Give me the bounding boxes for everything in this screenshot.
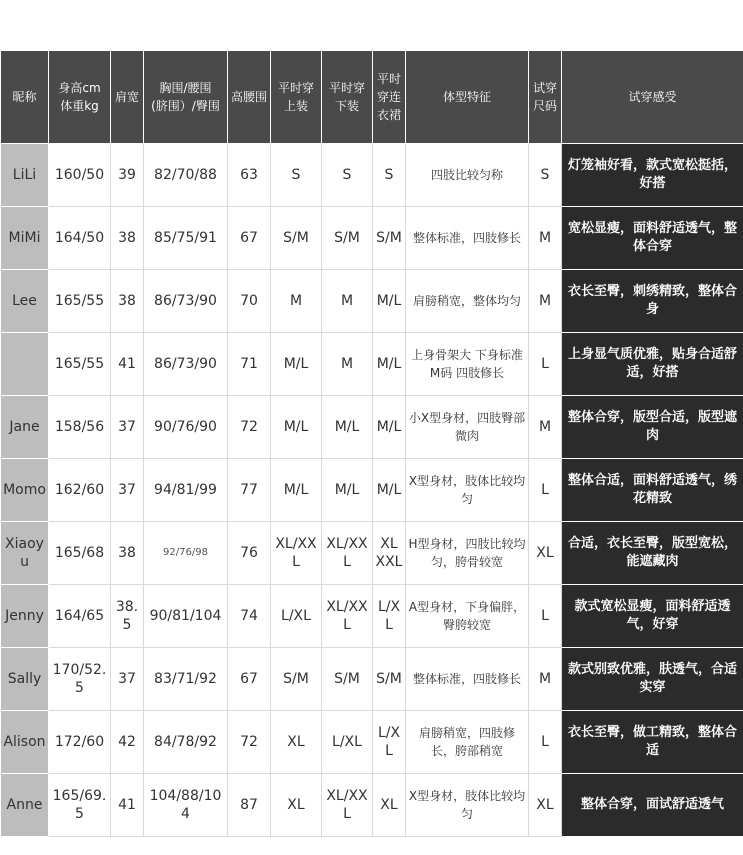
cell-try-size: M: [529, 270, 562, 333]
cell-high-waist: 70: [228, 270, 271, 333]
cell-high-waist: 67: [228, 207, 271, 270]
header-high-waist: 高腰围: [228, 51, 271, 144]
cell-height-weight: 165/68: [49, 522, 111, 585]
cell-usual-top: XL/XXL: [271, 522, 322, 585]
cell-usual-top: XL: [271, 711, 322, 774]
header-try-size: 试穿尺码: [529, 51, 562, 144]
cell-nickname: [1, 333, 49, 396]
cell-try-size: XL: [529, 522, 562, 585]
table-row: [1, 711, 743, 774]
cell-usual-bottom: M: [322, 333, 373, 396]
cell-usual-bottom: M/L: [322, 396, 373, 459]
cell-height-weight: 172/60: [49, 711, 111, 774]
cell-bust-waist-hip: 83/71/92: [144, 648, 228, 711]
cell-body-feature: 肩膀稍宽，整体均匀: [406, 270, 529, 333]
cell-shoulder: 41: [111, 333, 144, 396]
cell-body-feature: 小X型身材，四肢臀部微肉: [406, 396, 529, 459]
cell-try-feeling: 整体合适，面料舒适透气，绣花精致: [562, 459, 743, 522]
cell-usual-bottom: XL/XXL: [322, 522, 373, 585]
cell-usual-top: S: [271, 144, 322, 207]
table-row: [1, 774, 743, 837]
table-header-row: [1, 51, 743, 144]
cell-usual-dress: M/L: [373, 270, 406, 333]
cell-body-feature: X型身材，肢体比较均匀: [406, 774, 529, 837]
cell-usual-dress: S/M: [373, 648, 406, 711]
cell-nickname: Jane: [1, 396, 49, 459]
cell-usual-bottom: XL/XXL: [322, 774, 373, 837]
cell-high-waist: 67: [228, 648, 271, 711]
table-row: [1, 459, 743, 522]
cell-shoulder: 42: [111, 711, 144, 774]
cell-bust-waist-hip: 85/75/91: [144, 207, 228, 270]
cell-bust-waist-hip: 86/73/90: [144, 333, 228, 396]
cell-usual-top: S/M: [271, 207, 322, 270]
cell-height-weight: 165/55: [49, 333, 111, 396]
cell-try-size: M: [529, 396, 562, 459]
cell-nickname: Lee: [1, 270, 49, 333]
cell-body-feature: 四肢比较匀称: [406, 144, 529, 207]
cell-try-feeling: 款式宽松显瘦，面料舒适透气，好穿: [562, 585, 743, 648]
cell-usual-bottom: S/M: [322, 648, 373, 711]
cell-try-feeling: 整体合穿，面试舒适透气: [562, 774, 743, 837]
cell-shoulder: 39: [111, 144, 144, 207]
cell-body-feature: 上身骨架大 下身标准M码 四肢修长: [406, 333, 529, 396]
cell-high-waist: 76: [228, 522, 271, 585]
cell-height-weight: 160/50: [49, 144, 111, 207]
header-usual-dress: 平时穿连衣裙: [373, 51, 406, 144]
cell-usual-top: XL: [271, 774, 322, 837]
cell-bust-waist-hip: 90/81/104: [144, 585, 228, 648]
cell-height-weight: 165/69.5: [49, 774, 111, 837]
cell-high-waist: 71: [228, 333, 271, 396]
header-body-feature: 体型特征: [406, 51, 529, 144]
cell-high-waist: 87: [228, 774, 271, 837]
cell-usual-dress: XL: [373, 774, 406, 837]
cell-shoulder: 38: [111, 522, 144, 585]
cell-nickname: Momo: [1, 459, 49, 522]
cell-high-waist: 77: [228, 459, 271, 522]
cell-height-weight: 170/52.5: [49, 648, 111, 711]
table-row: [1, 270, 743, 333]
cell-try-size: L: [529, 585, 562, 648]
cell-usual-top: L/XL: [271, 585, 322, 648]
cell-nickname: Xiaoyu: [1, 522, 49, 585]
fitting-size-table: [0, 50, 743, 837]
table-row: [1, 144, 743, 207]
cell-bust-waist-hip: 84/78/92: [144, 711, 228, 774]
cell-usual-dress: L/XL: [373, 585, 406, 648]
cell-try-size: L: [529, 711, 562, 774]
cell-body-feature: H型身材，四肢比较均匀，胯骨较宽: [406, 522, 529, 585]
cell-nickname: Alison: [1, 711, 49, 774]
cell-usual-dress: S: [373, 144, 406, 207]
cell-usual-bottom: M/L: [322, 459, 373, 522]
cell-shoulder: 37: [111, 396, 144, 459]
cell-usual-top: M/L: [271, 459, 322, 522]
cell-usual-top: M/L: [271, 396, 322, 459]
cell-usual-bottom: S/M: [322, 207, 373, 270]
cell-usual-dress: M/L: [373, 396, 406, 459]
cell-usual-bottom: S: [322, 144, 373, 207]
cell-usual-dress: M/L: [373, 333, 406, 396]
cell-bust-waist-hip: 92/76/98: [144, 522, 228, 585]
header-usual-top: 平时穿上装: [271, 51, 322, 144]
cell-try-feeling: 宽松显瘦，面料舒适透气，整体合穿: [562, 207, 743, 270]
cell-usual-top: M: [271, 270, 322, 333]
cell-try-size: L: [529, 459, 562, 522]
cell-usual-top: M/L: [271, 333, 322, 396]
cell-nickname: LiLi: [1, 144, 49, 207]
cell-try-size: S: [529, 144, 562, 207]
cell-try-feeling: 上身显气质优雅，贴身合适舒适，好搭: [562, 333, 743, 396]
cell-height-weight: 165/55: [49, 270, 111, 333]
cell-try-size: L: [529, 333, 562, 396]
cell-bust-waist-hip: 90/76/90: [144, 396, 228, 459]
cell-body-feature: X型身材，肢体比较均匀: [406, 459, 529, 522]
cell-nickname: MiMi: [1, 207, 49, 270]
cell-try-size: M: [529, 207, 562, 270]
cell-body-feature: 肩膀稍宽，四肢修长，胯部稍宽: [406, 711, 529, 774]
cell-usual-top: S/M: [271, 648, 322, 711]
cell-try-feeling: 合适，衣长至臀，版型宽松，能遮藏肉: [562, 522, 743, 585]
cell-high-waist: 74: [228, 585, 271, 648]
header-shoulder: 肩宽: [111, 51, 144, 144]
cell-body-feature: 整体标准，四肢修长: [406, 207, 529, 270]
cell-height-weight: 164/65: [49, 585, 111, 648]
size-table-container: [0, 50, 743, 837]
cell-height-weight: 158/56: [49, 396, 111, 459]
cell-high-waist: 72: [228, 711, 271, 774]
cell-usual-dress: XL XXL: [373, 522, 406, 585]
cell-nickname: Anne: [1, 774, 49, 837]
cell-shoulder: 37: [111, 459, 144, 522]
cell-try-feeling: 衣长至臀，做工精致，整体合适: [562, 711, 743, 774]
header-try-feeling: 试穿感受: [562, 51, 743, 144]
header-bust-waist-hip: 胸围/腰围 (脐围）/臀围: [144, 51, 228, 144]
cell-try-feeling: 衣长至臀，刺绣精致，整体合身: [562, 270, 743, 333]
table-row: [1, 648, 743, 711]
table-row: [1, 333, 743, 396]
cell-bust-waist-hip: 94/81/99: [144, 459, 228, 522]
cell-try-feeling: 整体合穿，版型合适，版型遮肉: [562, 396, 743, 459]
cell-usual-dress: S/M: [373, 207, 406, 270]
cell-bust-waist-hip: 86/73/90: [144, 270, 228, 333]
cell-try-feeling: 款式别致优雅，肤透气，合适实穿: [562, 648, 743, 711]
cell-usual-dress: M/L: [373, 459, 406, 522]
cell-usual-bottom: XL/XXL: [322, 585, 373, 648]
cell-bust-waist-hip: 104/88/104: [144, 774, 228, 837]
cell-bust-waist-hip: 82/70/88: [144, 144, 228, 207]
cell-nickname: Sally: [1, 648, 49, 711]
header-height-weight: 身高cm 体重kg: [49, 51, 111, 144]
cell-shoulder: 38: [111, 270, 144, 333]
cell-usual-bottom: M: [322, 270, 373, 333]
cell-shoulder: 38: [111, 207, 144, 270]
cell-body-feature: 整体标准，四肢修长: [406, 648, 529, 711]
cell-try-feeling: 灯笼袖好看，款式宽松挺括，好搭: [562, 144, 743, 207]
table-row: [1, 522, 743, 585]
cell-shoulder: 37: [111, 648, 144, 711]
cell-height-weight: 164/50: [49, 207, 111, 270]
table-row: [1, 396, 743, 459]
cell-height-weight: 162/60: [49, 459, 111, 522]
cell-high-waist: 63: [228, 144, 271, 207]
cell-try-size: M: [529, 648, 562, 711]
table-row: [1, 207, 743, 270]
cell-usual-bottom: L/XL: [322, 711, 373, 774]
cell-high-waist: 72: [228, 396, 271, 459]
cell-usual-dress: L/XL: [373, 711, 406, 774]
cell-shoulder: 41: [111, 774, 144, 837]
cell-nickname: Jenny: [1, 585, 49, 648]
table-row: [1, 585, 743, 648]
cell-try-size: XL: [529, 774, 562, 837]
header-usual-bottom: 平时穿下装: [322, 51, 373, 144]
cell-body-feature: A型身材，下身偏胖，臀胯较宽: [406, 585, 529, 648]
header-nickname: 昵称: [1, 51, 49, 144]
cell-shoulder: 38.5: [111, 585, 144, 648]
